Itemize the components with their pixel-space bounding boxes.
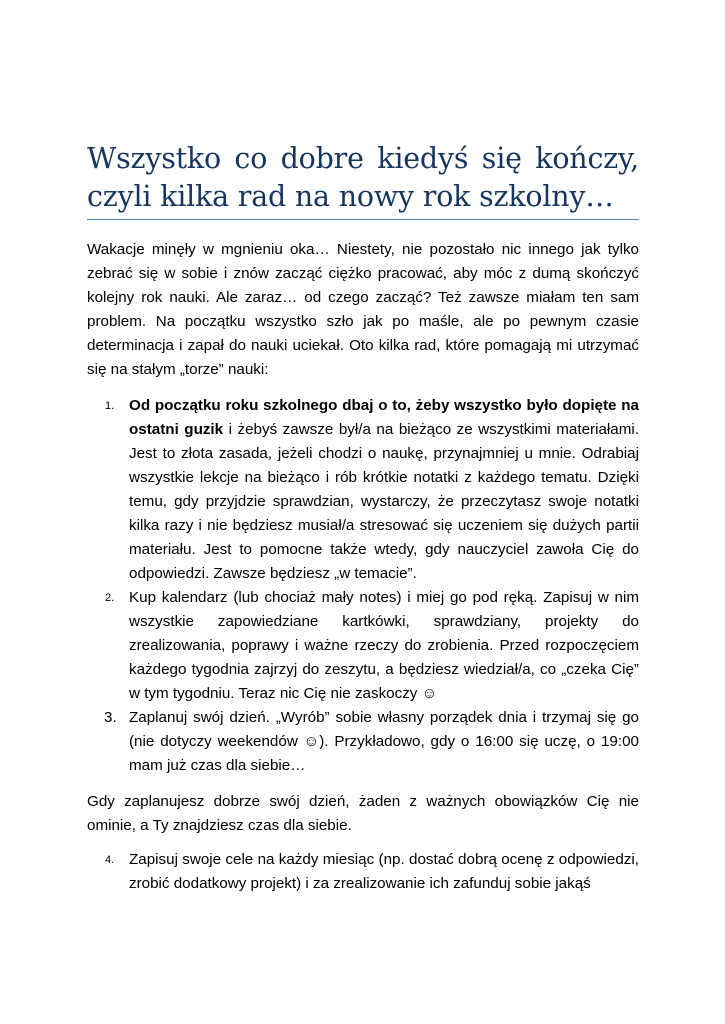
intro-paragraph: Wakacje minęły w mgnieniu oka… Niestety, nie pozostało nic innego jak tylko zebrać się w sobie i znów zacząć ciężko pracować, aby móc z dumą skończyć kolejny rok nauki. Ale zaraz… od czego zacząć? Też zawsze miałam ten sam problem. Na początku wszystko szło jak po maśle, ale po pewnym czasie determinacja i zapał do nauki uciekał. Oto kilka rad, które pomagają mi utrzymać się na stałym „torze” nauki: (87, 241, 639, 378)
page-title: Wszystko co dobre kiedyś się kończy, czyli kilka rad na nowy rok szkolny… (87, 142, 639, 213)
list-item (87, 848, 639, 896)
list-item-text: Kup kalendarz (lub chociaż mały notes) i miej go pod ręką. Zapisuj w nim wszystkie zapowiedziane kartkówki, sprawdziany, projekty do zrealizowania, poprawy i ważne rzeczy do zrobienia. Przed rozpoczęciem każdego tygodnia zajrzyj do zeszytu, a będziesz wiedział/a, co „czeka Cię” w tym tygodniu. Teraz nic Cię nie zaskoczy ☺ (129, 589, 639, 702)
tips-list (87, 394, 639, 778)
list-item-number: 4. (105, 854, 115, 866)
list-item-number: 2. (105, 592, 115, 604)
middle-paragraph: Gdy zaplanujesz dobrze swój dzień, żaden z ważnych obowiązków Cię nie ominie, a Ty znajdziesz czas dla siebie. (87, 793, 639, 834)
title-underline (87, 219, 639, 220)
list-item-text: Zapisuj swoje cele na każdy miesiąc (np. dostać dobrą ocenę z odpowiedzi, zrobić dodatkowy projekt) i za zrealizowanie ich zafunduj sobie jakąś (129, 851, 639, 892)
list-item (87, 394, 639, 586)
list-item-text: Zaplanuj swój dzień. „Wyrób” sobie własny porządek dnia i trzymaj się go (nie dotyczy weekendów ☺). Przykładowo, gdy o 16:00 się uczę, o 19:00 mam już czas dla siebie… (129, 709, 639, 774)
list-item-body: i żebyś zawsze był/a na bieżąco ze wszystkimi materiałami. Jest to złota zasada, jeżeli chodzi o naukę, przynajmniej u mnie. Odrabiaj wszystkie lekcje na bieżąco i rób krótkie notatki z każdego tematu. Dzięki temu, gdy przyjdzie sprawdzian, wystarczy, że przeczytasz swoje notatki kilka razy i nie będziesz musiał/a stresować się uczeniem się dużych partii materiału. Jest to pomocne także wtedy, gdy nauczyciel zawoła Cię do odpowiedzi. Zawsze będziesz „w temacie”. (129, 421, 639, 582)
tips-list-continued (87, 848, 639, 896)
list-item (87, 706, 639, 778)
list-item-number: 3. (104, 709, 117, 726)
list-item-number: 1. (105, 400, 115, 412)
list-item-text (129, 394, 639, 586)
list-item-bold-text: Od początku roku szkolnego dbaj o to, żeby wszystko było dopięte na ostatni guzik (129, 397, 639, 438)
list-item (87, 586, 639, 706)
